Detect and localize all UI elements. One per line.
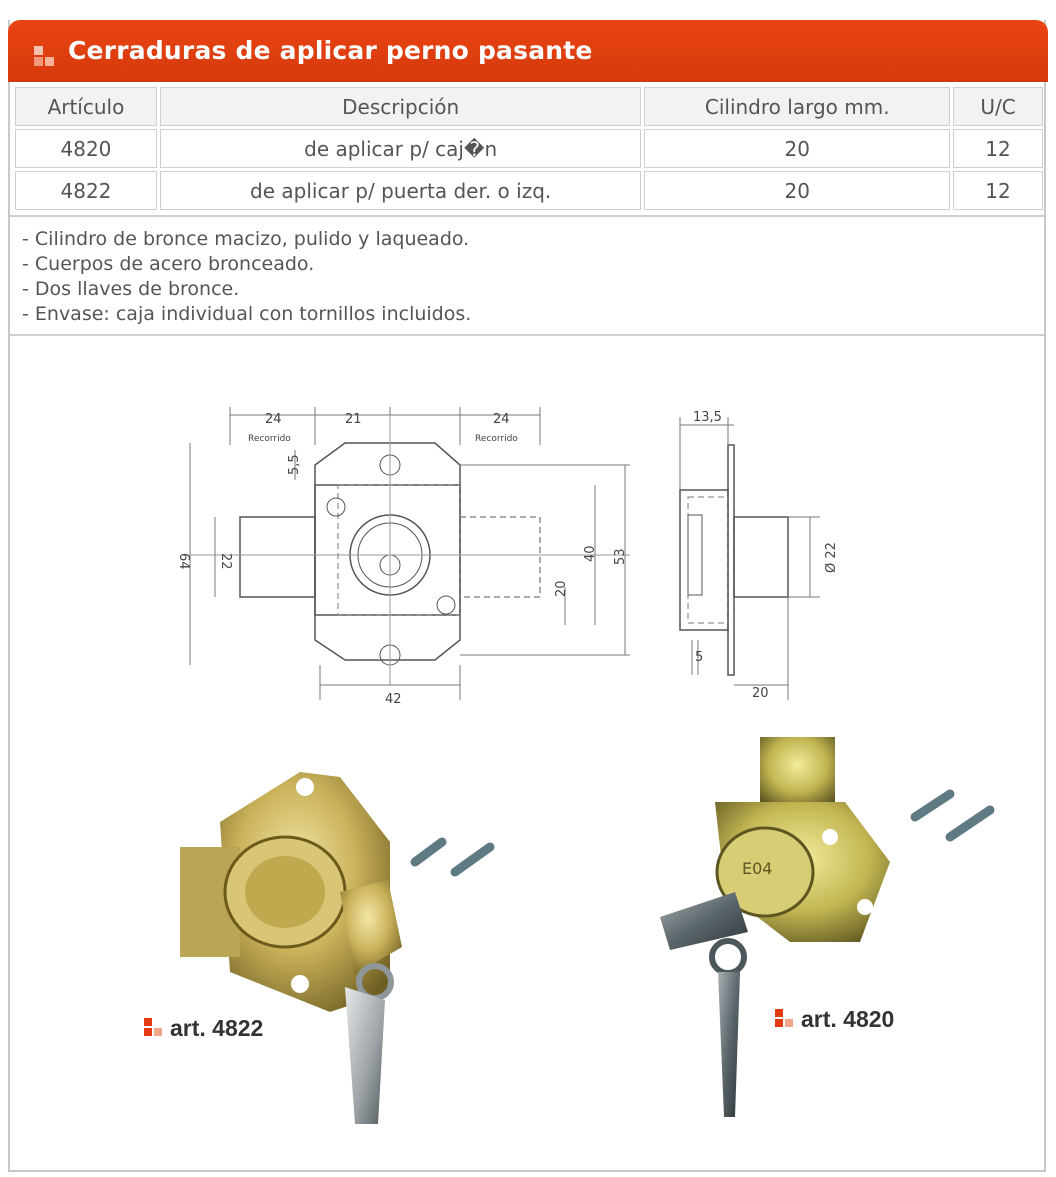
cell-descripcion: de aplicar p/ caj�n: [160, 129, 641, 168]
cell-uc: 12: [953, 171, 1043, 210]
dim-21: 21: [345, 412, 362, 427]
dim-53: 53: [613, 548, 628, 565]
cell-cilindro: 20: [644, 129, 950, 168]
section-title: Cerraduras de aplicar perno pasante: [68, 36, 593, 65]
dim-24-left: 24: [265, 412, 282, 427]
dim-5-5: 5,5: [287, 454, 302, 475]
product-panel: [8, 20, 1046, 1172]
spec-table: [12, 84, 1046, 213]
cylinder-mark: E04: [742, 859, 773, 878]
cell-cilindro: 20: [644, 171, 950, 210]
dim-20-bottom: 20: [752, 686, 769, 701]
lock-photo-4820: [650, 732, 1010, 1132]
dim-42: 42: [385, 692, 402, 707]
dim-24-right: 24: [493, 412, 510, 427]
feature-item: - Cilindro de bronce macizo, pulido y laqueado.: [22, 228, 470, 250]
table-row: [15, 171, 1043, 210]
caption-4820: [775, 1006, 894, 1033]
dim-20-right: 20: [554, 580, 569, 597]
lock-photo-4822: [160, 742, 510, 1142]
caption-4822: [144, 1015, 263, 1042]
dim-22-left: 22: [218, 553, 233, 570]
cell-articulo: 4820: [15, 129, 157, 168]
table-header-row: [15, 87, 1043, 126]
caption-text: art. 4822: [170, 1015, 264, 1041]
section-header: [8, 20, 1048, 82]
caption-text: art. 4820: [801, 1006, 895, 1032]
dim-13-5: 13,5: [693, 410, 722, 425]
dim-recorrido-left: Recorrido: [248, 434, 291, 444]
caption-bullet-icon: [144, 1018, 164, 1038]
col-header-uc: U/C: [953, 87, 1043, 126]
col-header-descripcion: Descripción: [160, 87, 641, 126]
dim-64: 64: [176, 553, 191, 570]
col-header-cilindro: Cilindro largo mm.: [644, 87, 950, 126]
caption-bullet-icon: [775, 1009, 795, 1029]
header-bullet-icon: [34, 46, 56, 68]
technical-drawing: [170, 385, 860, 715]
feature-item: - Dos llaves de bronce.: [22, 278, 240, 300]
dim-5: 5: [695, 650, 704, 665]
features-list: [10, 215, 1044, 336]
table-row: [15, 129, 1043, 168]
feature-item: - Envase: caja individual con tornillos incluidos.: [22, 303, 472, 325]
feature-item: - Cuerpos de acero bronceado.: [22, 253, 315, 275]
col-header-articulo: Artículo: [15, 87, 157, 126]
cell-descripcion: de aplicar p/ puerta der. o izq.: [160, 171, 641, 210]
dim-diameter-22: Ø 22: [824, 542, 839, 573]
cell-articulo: 4822: [15, 171, 157, 210]
dim-40: 40: [583, 545, 598, 562]
dim-recorrido-right: Recorrido: [475, 434, 518, 444]
cell-uc: 12: [953, 129, 1043, 168]
